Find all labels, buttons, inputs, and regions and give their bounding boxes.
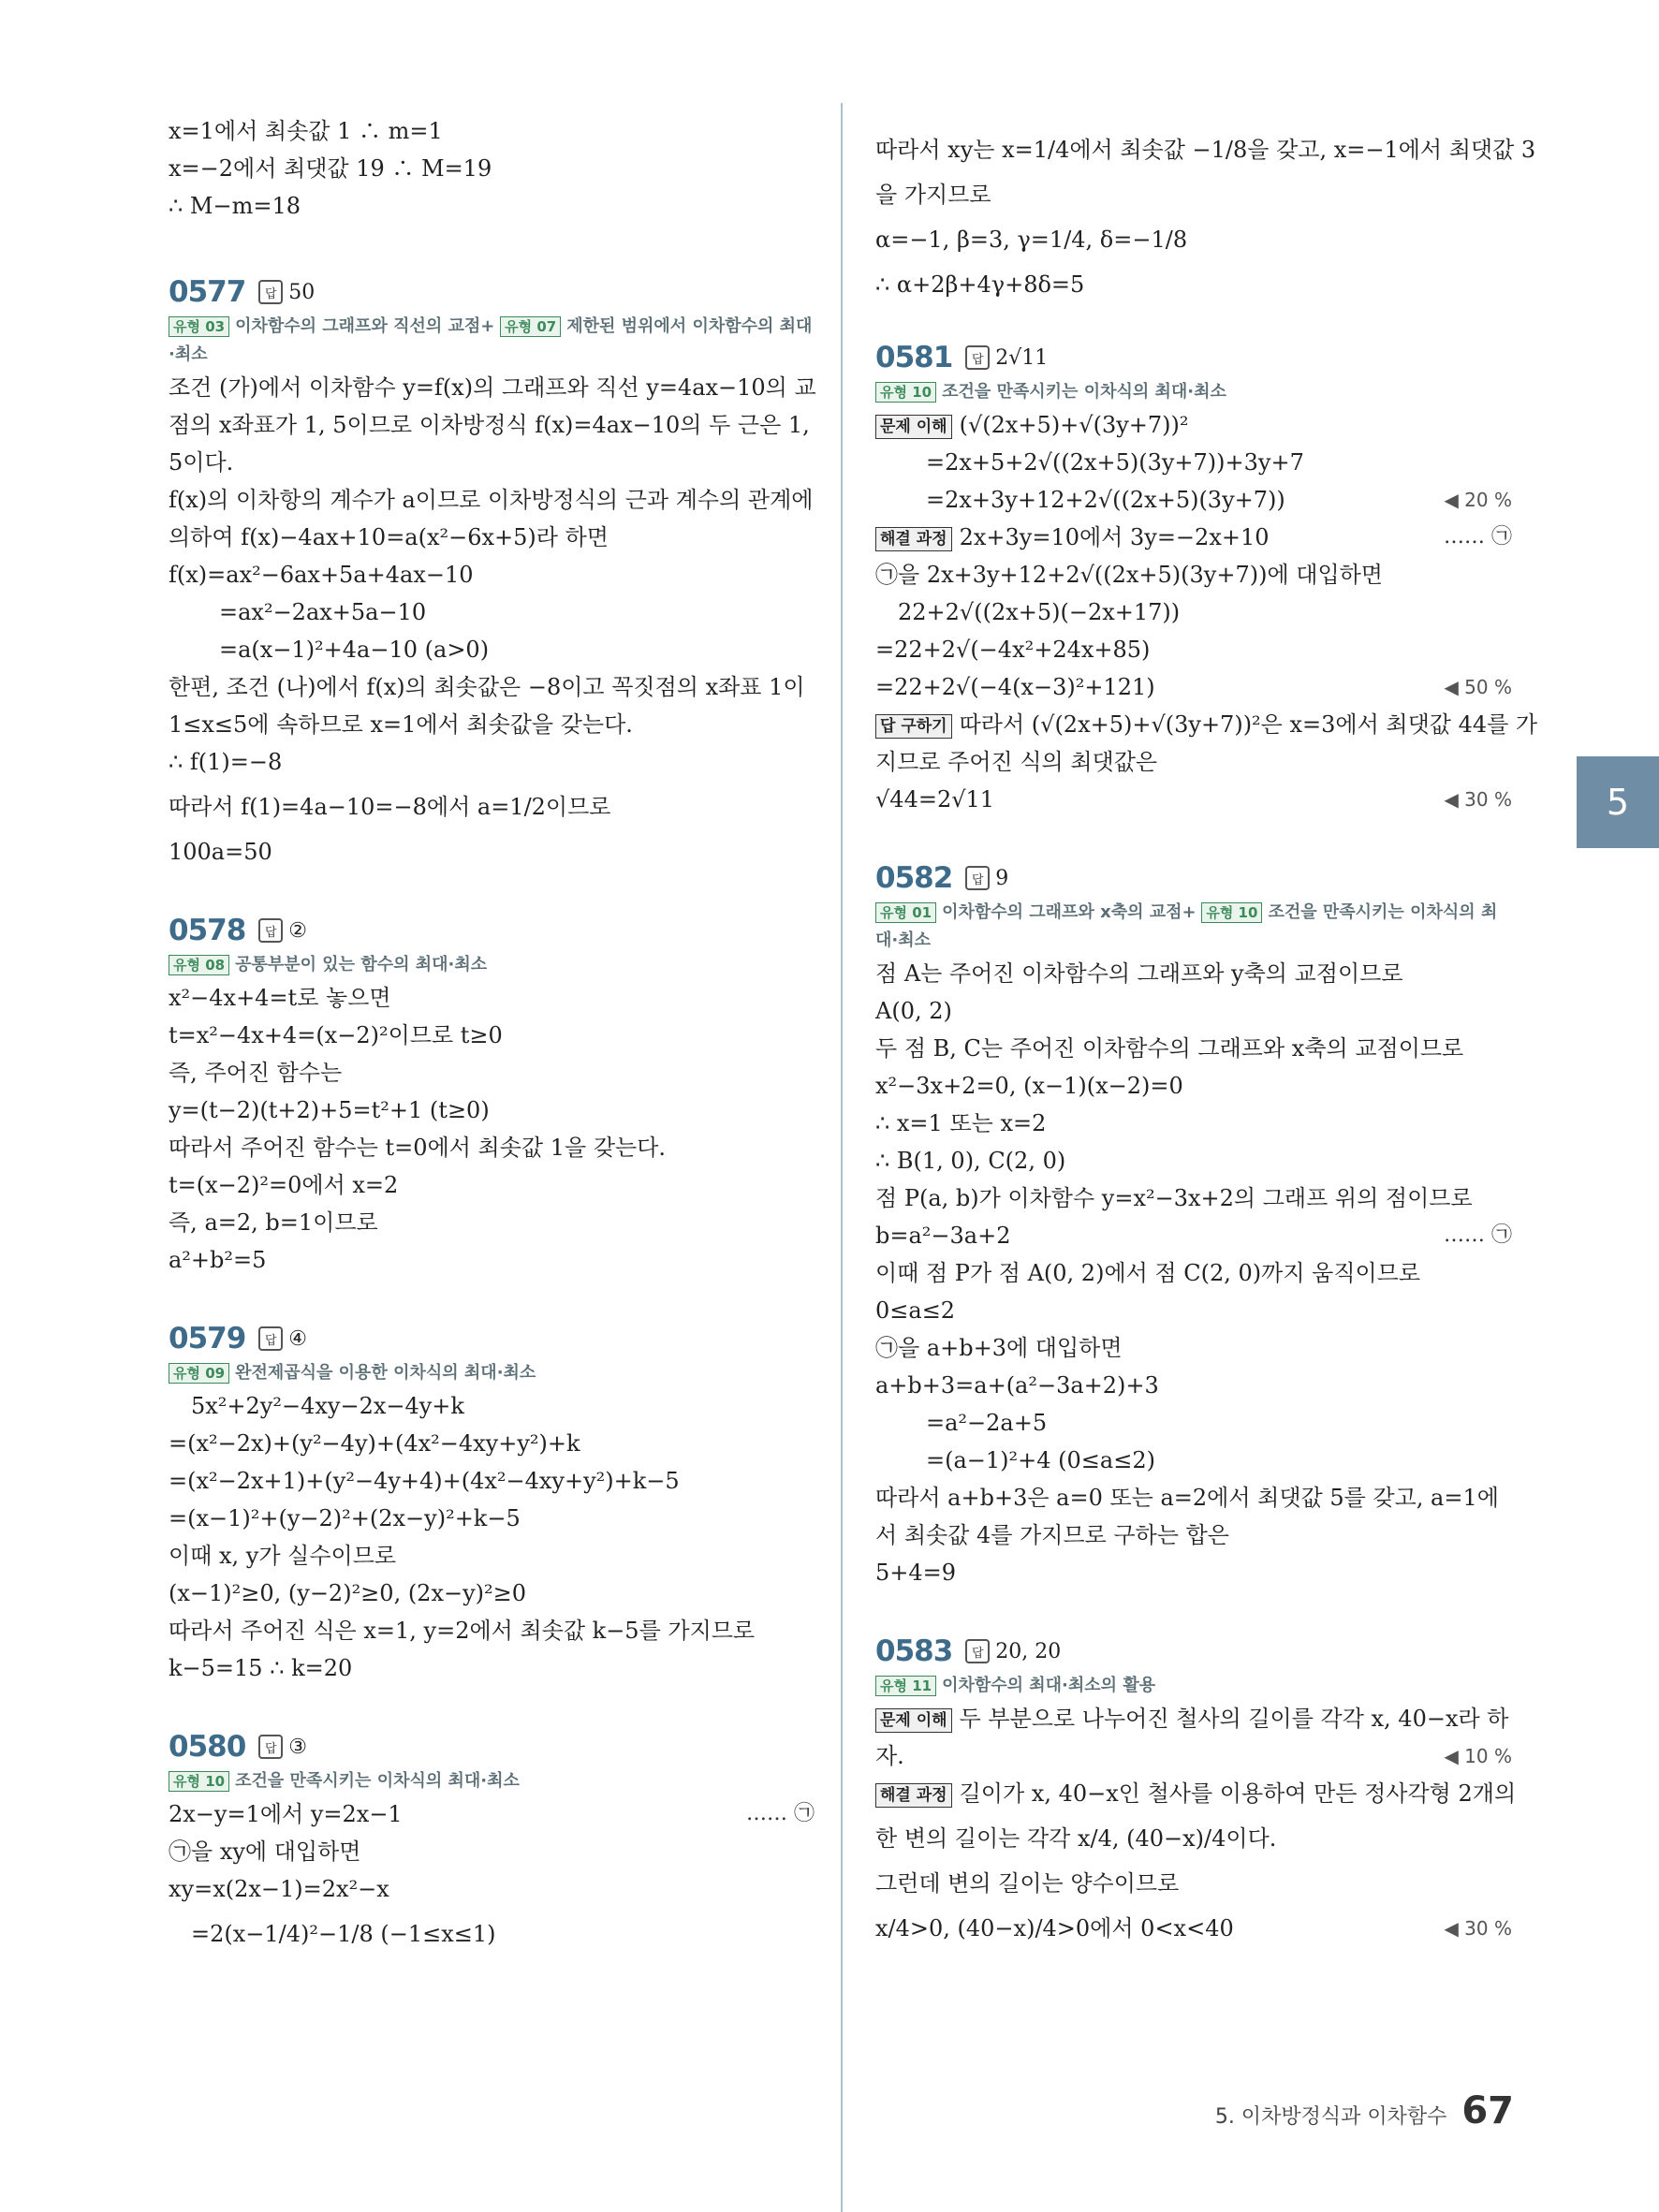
- type-badge: 유형 03: [169, 316, 229, 337]
- text-line: xy=x(2x−1)=2x²−x: [169, 1876, 389, 1902]
- problem-header-0580: [169, 1726, 815, 1767]
- text-line: [875, 668, 1512, 706]
- text-line: 지므로 주어진 식의 최댓값은: [875, 749, 1158, 775]
- line-text: 2x+3y=10에서 3y=−2x+10: [959, 524, 1270, 550]
- problem-header-0578: [169, 910, 815, 951]
- problem-number: 0582: [875, 861, 953, 895]
- problem-number: 0581: [875, 341, 953, 374]
- problem-header-0577: [169, 271, 815, 313]
- text-line: a+b+3=a+(a²−3a+2)+3: [875, 1372, 1159, 1399]
- text-line: 22+2√((2x+5)(−2x+17)): [898, 599, 1181, 625]
- text-line: x=−2에서 최댓값 19 ∴ M=19: [169, 155, 492, 182]
- text-line: 5x²+2y²−4xy−2x−4y+k: [191, 1393, 464, 1419]
- answer-badge: 답: [258, 280, 283, 304]
- chapter-title: 5. 이차방정식과 이차함수: [1214, 2105, 1447, 2129]
- problem-number: 0577: [169, 275, 246, 309]
- text-line: =ax²−2ax+5a−10: [219, 599, 427, 625]
- type-text: 조건을 만족시키는 이차식의 최대·최소: [235, 1771, 520, 1791]
- text-line: 이때 점 P가 점 A(0, 2)에서 점 C(2, 0)까지 움직이므로: [875, 1260, 1421, 1286]
- text-line: (x−1)²≥0, (y−2)²≥0, (2x−y)²≥0: [169, 1580, 527, 1606]
- answer-value: ②: [288, 918, 308, 943]
- text-line: 조건 (가)에서 이차함수 y=f(x)의 그래프와 직선 y=4ax−10의 교: [169, 374, 816, 401]
- text-line: x²−3x+2=0, (x−1)(x−2)=0: [875, 1073, 1183, 1099]
- line-text: b=a²−3a+2: [875, 1223, 1011, 1249]
- text-line: [875, 1217, 1512, 1254]
- text-line: 그런데 변의 길이는 양수이므로: [875, 1870, 1180, 1897]
- type-badge: 유형 10: [1201, 902, 1262, 923]
- problem-number: 0583: [875, 1634, 953, 1668]
- text-line: [875, 481, 1512, 519]
- problem-header-0583: [875, 1631, 1512, 1672]
- type-tags: [875, 378, 1512, 406]
- text-line: a²+b²=5: [169, 1247, 267, 1273]
- type-tags: [875, 899, 1512, 955]
- column-divider: [841, 103, 843, 2212]
- type-text: 제한된 범위에서 이차함수의 최대·최소: [169, 316, 813, 364]
- text-line: x=1에서 최솟값 1 ∴ m=1: [169, 118, 443, 144]
- reference-mark: …… ㉠: [746, 1802, 815, 1825]
- type-badge: 유형 10: [875, 382, 936, 403]
- left-column: [169, 112, 815, 1960]
- text-line: f(x)=ax²−6ax+5a+4ax−10: [169, 562, 474, 588]
- text-line: [875, 406, 1512, 444]
- text-line: 점 A는 주어진 이차함수의 그래프와 y축의 교점이므로: [875, 960, 1403, 987]
- text-line: 1≤x≤5에 속하므로 x=1에서 최솟값을 갖는다.: [169, 711, 633, 738]
- page-footer: [1215, 2089, 1514, 2132]
- text-line: α=−1, β=3, γ=1/4, δ=−1/8: [875, 227, 1188, 253]
- text-line: =(x−1)²+(y−2)²+(2x−y)²+k−5: [169, 1505, 521, 1531]
- line-text: 따라서 (√(2x+5)+√(3y+7))²은 x=3에서 최댓값 44를 가: [959, 711, 1538, 738]
- line-text: 2x−y=1에서 y=2x−1: [169, 1801, 403, 1827]
- problem-header-0579: [169, 1318, 815, 1359]
- answer-badge: 답: [258, 918, 283, 943]
- step-label: 답 구하기: [875, 714, 952, 739]
- line-text: =22+2√(−4(x−3)²+121): [875, 674, 1155, 700]
- text-line: =(x²−2x)+(y²−4y)+(4x²−4xy+y²)+k: [169, 1430, 580, 1457]
- type-badge: 유형 11: [875, 1676, 936, 1696]
- text-line: 점 P(a, b)가 이차함수 y=x²−3x+2의 그래프 위의 점이므로: [875, 1185, 1473, 1211]
- text-line: ㉠을 a+b+3에 대입하면: [875, 1335, 1123, 1361]
- text-line: ∴ M−m=18: [169, 193, 301, 219]
- type-text: 이차함수의 최대·최소의 활용: [942, 1676, 1156, 1695]
- text-line: y=(t−2)(t+2)+5=t²+1 (t≥0): [169, 1097, 490, 1123]
- text-line: x²−4x+4=t로 놓으면: [169, 985, 391, 1011]
- answer-badge: 답: [965, 866, 990, 890]
- type-tags: [875, 1672, 1512, 1700]
- line-text: 자.: [875, 1743, 904, 1769]
- step-label: 문제 이해: [875, 415, 952, 439]
- text-line: =2x+5+2√((2x+5)(3y+7))+3y+7: [926, 449, 1304, 476]
- right-column: [875, 124, 1538, 1955]
- text-line: 즉, a=2, b=1이므로: [169, 1209, 378, 1236]
- text-line: 서 최솟값 4를 가지므로 구하는 합은: [875, 1522, 1229, 1548]
- reference-mark: …… ㉠: [1444, 1223, 1512, 1247]
- type-badge: 유형 10: [169, 1771, 229, 1792]
- text-line: [875, 706, 1538, 743]
- answer-value: ③: [288, 1735, 308, 1759]
- text-line: [875, 781, 1512, 818]
- text-line: =a²−2a+5: [926, 1410, 1048, 1436]
- text-line: 따라서 주어진 식은 x=1, y=2에서 최솟값 k−5를 가지므로: [169, 1618, 756, 1644]
- type-badge: 유형 08: [169, 955, 229, 975]
- text-line: 따라서 a+b+3은 a=0 또는 a=2에서 최댓값 5를 갖고, a=1에: [875, 1485, 1499, 1511]
- text-line: k−5=15 ∴ k=20: [169, 1655, 353, 1681]
- answer-badge: 답: [965, 1639, 990, 1663]
- text-line: ∴ B(1, 0), C(2, 0): [875, 1148, 1066, 1174]
- type-badge: 유형 07: [500, 316, 561, 337]
- text-line: f(x)의 이차항의 계수가 a이므로 이차방정식의 근과 계수의 관계에: [169, 487, 814, 513]
- line-text: =2x+3y+12+2√((2x+5)(3y+7)): [926, 487, 1285, 513]
- step-label: 해결 과정: [875, 1783, 952, 1808]
- answer-value: 9: [995, 866, 1009, 890]
- chapter-tab: 5: [1577, 756, 1659, 848]
- text-line: 따라서 주어진 함수는 t=0에서 최솟값 1을 갖는다.: [169, 1135, 667, 1161]
- problem-header-0581: [875, 337, 1512, 378]
- step-label: 해결 과정: [875, 527, 952, 551]
- text-line: ∴ x=1 또는 x=2: [875, 1110, 1047, 1136]
- text-line: [875, 1737, 1512, 1775]
- line-text: (√(2x+5)+√(3y+7))²: [959, 412, 1189, 438]
- page-number: 67: [1461, 2089, 1514, 2132]
- text-line: 즉, 주어진 함수는: [169, 1060, 343, 1086]
- text-line: 100a=50: [169, 839, 272, 865]
- text-line: 5이다.: [169, 449, 234, 476]
- type-tags: [169, 1359, 815, 1387]
- text-line: 의하여 f(x)−4ax+10=a(x²−6x+5)라 하면: [169, 524, 609, 550]
- answer-value: 20, 20: [995, 1639, 1062, 1663]
- answer-badge: 답: [258, 1326, 283, 1351]
- type-text: 이차함수의 그래프와 x축의 교점+: [942, 902, 1197, 922]
- type-text: 이차함수의 그래프와 직선의 교점+: [235, 316, 495, 336]
- text-line: 두 점 B, C는 주어진 이차함수의 그래프와 x축의 교점이므로: [875, 1035, 1464, 1062]
- line-text: √44=2√11: [875, 786, 995, 813]
- text-line: ∴ α+2β+4γ+8δ=5: [875, 271, 1085, 298]
- text-line: =a(x−1)²+4a−10 (a>0): [219, 637, 490, 663]
- text-line: =2(x−1/4)²−1/8 (−1≤x≤1): [191, 1921, 496, 1947]
- score-percent: ◀ 30 %: [1444, 788, 1512, 811]
- problem-number: 0579: [169, 1322, 246, 1355]
- text-line: ㉠을 xy에 대입하면: [169, 1838, 361, 1865]
- score-percent: ◀ 50 %: [1444, 676, 1512, 698]
- answer-badge: 답: [965, 345, 990, 370]
- score-percent: ◀ 20 %: [1444, 489, 1512, 511]
- text-line: =(a−1)²+4 (0≤a≤2): [926, 1447, 1155, 1473]
- problem-number: 0578: [169, 914, 246, 947]
- text-line: [169, 1795, 815, 1833]
- text-line: t=x²−4x+4=(x−2)²이므로 t≥0: [169, 1022, 503, 1048]
- score-percent: ◀ 10 %: [1444, 1745, 1512, 1767]
- type-text: 조건을 만족시키는 이차식의 최대·최소: [942, 382, 1226, 402]
- answer-value: 2√11: [995, 345, 1049, 370]
- answer-value: 50: [288, 280, 316, 304]
- text-line: A(0, 2): [875, 998, 952, 1024]
- type-badge: 유형 01: [875, 902, 936, 923]
- text-line: [875, 519, 1512, 556]
- text-line: t=(x−2)²=0에서 x=2: [169, 1172, 399, 1198]
- type-badge: 유형 09: [169, 1363, 229, 1384]
- text-line: 한 변의 길이는 각각 x/4, (40−x)/4이다.: [875, 1825, 1277, 1852]
- type-text: 조건을 만족시키는 이차식의 최대·최소: [875, 902, 1498, 950]
- score-percent: ◀ 30 %: [1444, 1917, 1512, 1940]
- text-line: 한편, 조건 (나)에서 f(x)의 최솟값은 −8이고 꼭짓점의 x좌표 1이: [169, 674, 805, 700]
- line-text: x/4>0, (40−x)/4>0에서 0<x<40: [875, 1915, 1234, 1941]
- type-text: 공통부분이 있는 함수의 최대·최소: [235, 955, 488, 974]
- text-line: [875, 1700, 1512, 1737]
- text-line: 점의 x좌표가 1, 5이므로 이차방정식 f(x)=4ax−10의 두 근은 1,: [169, 412, 810, 438]
- problem-header-0582: [875, 857, 1512, 899]
- type-tags: [169, 313, 815, 369]
- text-line: 0≤a≤2: [875, 1297, 956, 1324]
- answer-value: ④: [288, 1326, 308, 1351]
- problem-number: 0580: [169, 1730, 246, 1764]
- text-line: ∴ f(1)=−8: [169, 749, 283, 775]
- text-line: 5+4=9: [875, 1560, 957, 1586]
- line-text: 두 부분으로 나누어진 철사의 길이를 각각 x, 40−x라 하: [959, 1706, 1509, 1732]
- text-line: 을 가지므로: [875, 182, 991, 208]
- text-line: 이때 x, y가 실수이므로: [169, 1543, 397, 1569]
- reference-mark: …… ㉠: [1444, 525, 1512, 549]
- type-text: 완전제곱식을 이용한 이차식의 최대·최소: [235, 1363, 536, 1383]
- line-text: 길이가 x, 40−x인 철사를 이용하여 만든 정사각형 2개의: [959, 1780, 1517, 1807]
- step-label: 문제 이해: [875, 1708, 952, 1733]
- text-line: =(x²−2x+1)+(y²−4y+4)+(4x²−4xy+y²)+k−5: [169, 1468, 680, 1494]
- text-line: [875, 1902, 1512, 1955]
- type-tags: [169, 951, 815, 979]
- type-tags: [169, 1767, 815, 1795]
- text-line: =22+2√(−4x²+24x+85): [875, 637, 1151, 663]
- text-line: 따라서 f(1)=4a−10=−8에서 a=1/2이므로: [169, 794, 611, 820]
- text-line: ㉠을 2x+3y+12+2√((2x+5)(3y+7))에 대입하면: [875, 562, 1383, 588]
- text-line: 따라서 xy는 x=1/4에서 최솟값 −1/8을 갖고, x=−1에서 최댓값 3: [875, 137, 1536, 163]
- answer-badge: 답: [258, 1735, 283, 1759]
- text-line: [875, 1775, 1517, 1812]
